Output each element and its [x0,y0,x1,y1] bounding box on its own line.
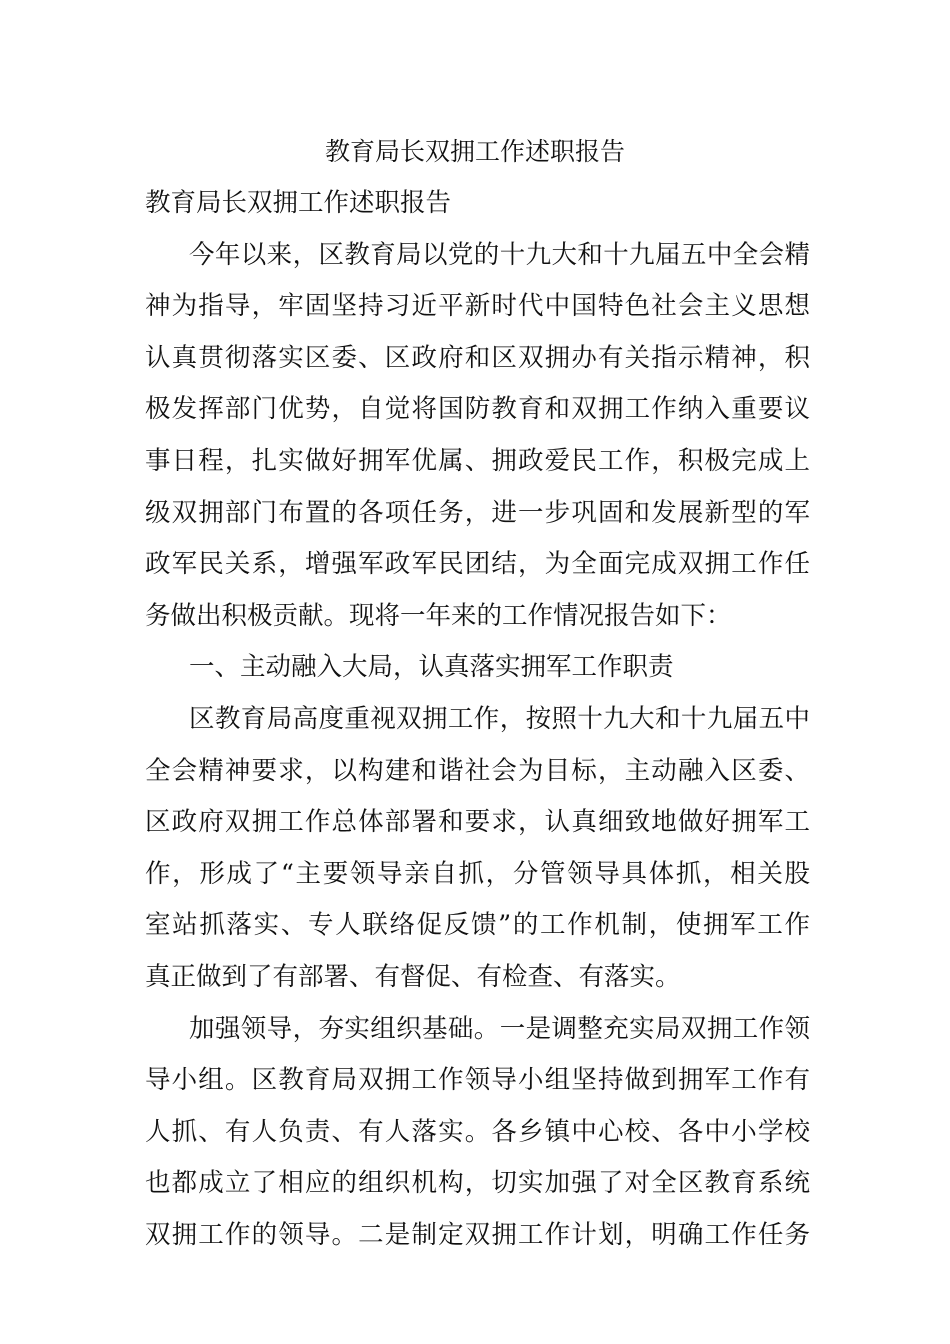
paragraph-line: 务做出积极贡献。现将一年来的工作情况报告如下： [145,600,732,631]
paragraph-line: 也都成立了相应的组织机构，切实加强了对全区教育系统 [145,1168,810,1199]
paragraph-line: 神为指导，牢固坚持习近平新时代中国特色社会主义思想 [145,291,810,322]
paragraph-line: 作，形成了“主要领导亲自抓，分管领导具体抓，相关股 [145,858,810,889]
paragraph-line: 极发挥部门优势，自觉将国防教育和双拥工作纳入重要议 [145,394,810,425]
section-heading: 一、主动融入大局，认真落实拥军工作职责 [189,652,674,683]
paragraph-line: 真正做到了有部署、有督促、有检查、有落实。 [145,961,681,992]
paragraph-line: 今年以来，区教育局以党的十九大和十九届五中全会精 [189,239,810,270]
paragraph-line: 级双拥部门布置的各项任务，进一步巩固和发展新型的军 [145,497,810,528]
paragraph-line: 加强领导，夯实组织基础。一是调整充实局双拥工作领 [189,1013,810,1044]
paragraph-line: 人抓、有人负责、有人落实。各乡镇中心校、各中小学校 [145,1116,810,1147]
paragraph-line: 区教育局高度重视双拥工作，按照十九大和十九届五中 [189,703,810,734]
paragraph-line: 政军民关系，增强军政军民团结，为全面完成双拥工作任 [145,549,810,580]
paragraph-line: 事日程，扎实做好拥军优属、拥政爱民工作，积极完成上 [145,445,810,476]
paragraph-line: 室站抓落实、专人联络促反馈”的工作机制，使拥军工作 [145,910,810,941]
paragraph-line: 导小组。区教育局双拥工作领导小组坚持做到拥军工作有 [145,1065,810,1096]
paragraph-line: 认真贯彻落实区委、区政府和区双拥办有关指示精神，积 [145,342,810,373]
document-body [145,178,810,1261]
paragraph-line: 区政府双拥工作总体部署和要求，认真细致地做好拥军工 [145,807,810,838]
paragraph-line: 全会精神要求，以构建和谐社会为目标，主动融入区委、 [145,755,810,786]
subtitle-line: 教育局长双拥工作述职报告 [145,188,452,218]
document-title: 教育局长双拥工作述职报告 [324,137,625,166]
paragraph-line: 双拥工作的领导。二是制定双拥工作计划，明确工作任务 [145,1219,810,1250]
